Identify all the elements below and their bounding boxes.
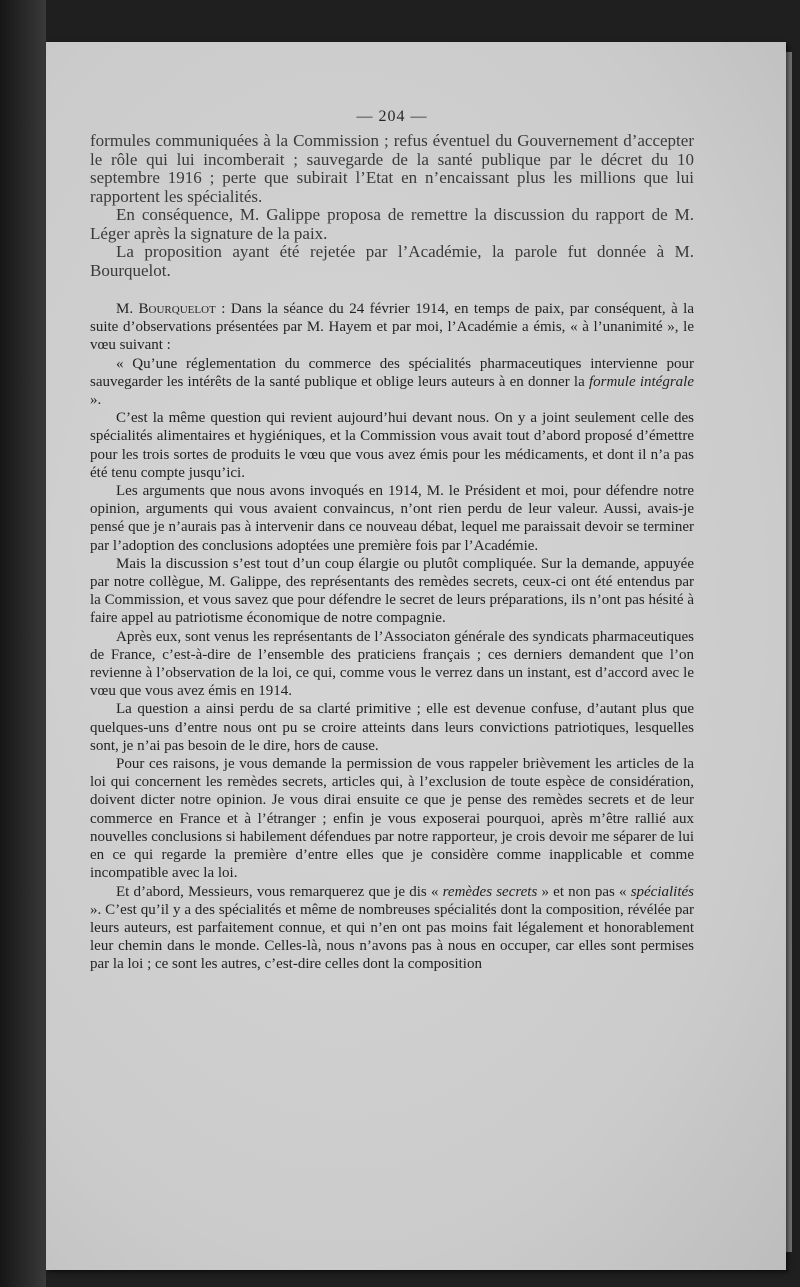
speech-quote-emphasis: formule intégrale <box>588 373 694 390</box>
speech-paragraph-1 <box>90 300 694 355</box>
speaker-name: M. Bourquelot <box>116 301 216 317</box>
intro-paragraph-2: En conséquence, M. Galippe proposa de remettre la discussion du rapport de M. Léger après la signature de la paix. <box>90 205 694 243</box>
speech-paragraph-9-emphasis-1: remèdes secrets <box>442 883 538 900</box>
speech-paragraph-7: La question a ainsi perdu de sa clarté primitive ; elle est devenue confuse, d’autant plus que quelques-uns d’entre nous ont pu se croire atteints dans leurs convictions patriotiques, lesquelles sont, je n’ai pas besoin de le dire, hors de cause. <box>90 701 694 754</box>
speech-paragraph-9-part-b: » et non pas « <box>537 883 631 900</box>
speech-paragraph-9-emphasis-2: spécialités <box>630 883 695 900</box>
page-text <box>90 108 694 974</box>
speech-paragraph-5: Mais la discussion s’est tout d’un coup élargie ou plutôt compliquée. Sur la demande, appuyée par notre collègue, M. Galippe, des représentants des remèdes secrets, ceux-ci ont été entendus par la Commission, et vous savez que pour défendre le secret de leurs préparations, ils n’ont pas hésité à faire appel au patriotisme économique de notre compagnie. <box>90 555 694 627</box>
intro-paragraph-3: La proposition ayant été rejetée par l’Académie, la parole fut donnée à M. Bourquelot. <box>90 242 694 280</box>
speech-paragraph-3: C’est la même question qui revient aujourd’hui devant nous. On y a joint seulement celle des spécialités alimentaires et hygiéniques, et la Commission vous avait tout d’abord proposé d’émettre pour les trois sortes de produits le vœu que vous avez émis pour les médicaments, et dont il n’a pas été tenu compte jusqu’ici. <box>90 410 694 481</box>
page-number: — 204 — <box>356 108 428 125</box>
book-spine <box>0 0 46 1287</box>
speech-paragraph-9-part-a: Et d’abord, Messieurs, vous remarquerez que je dis « <box>116 883 443 900</box>
speech-paragraph-9-part-c: ». C’est qu’il y a des spécialités et même de nombreuses spécialités dont la composition, révélée par leurs auteurs, est parfaitement connue, et qui n’en ont pas moins fait légalement et honorablement leur chemin dans le monde. Celles-là, nous n’avons pas à nous en occuper, car elles sont permises par la loi ; ce sont les autres, c’est-dire celles dont la composition <box>90 901 694 973</box>
speech-paragraph-8: Pour ces raisons, je vous demande la permission de vous rappeler brièvement les articles de la loi qui concernent les remèdes secrets, articles qui, à l’exclusion de toute espèce de considération, doivent dicter notre opinion. Je vous dirai ensuite ce que je pense des remèdes secrets et de leur commerce en France et à l’étranger ; enfin je vous exposerai pourquoi, après m’être rallié aux nouvelles conclusions si habilement défendues par notre rapporteur, je crois devoir me séparer de lui en ce qui regarde la première d’entre elles que je considère comme inapplicable et comme incompatible avec la loi. <box>90 756 694 882</box>
intro-paragraph-1: formules communiquées à la Commission ; refus éventuel du Gouvernement d’accepter le rôle qui lui incomberait ; sauvegarde de la santé publique par le décret du 10 septembre 1916 ; perte que subirait l’Etat en n’encaissant plus les millions que lui rapportent les spécialités. <box>90 131 694 206</box>
speech-paragraph-6: Après eux, sont venus les représentants de l’Associaton générale des syndicats pharmaceutiques de France, c’est-à-dire de l’ensemble des praticiens français ; ces derniers demandent que l’on revienne à l’observation de la loi, ce qui, comme vous le verrez dans un instant, est d’accord avec le vœu que vous avez émis en 1914. <box>90 628 694 700</box>
speech-quote-close: ». <box>90 392 102 409</box>
speech-quote <box>90 355 694 410</box>
speech-quote-text: « Qu’une réglementation du commerce des spécialités pharmaceutiques intervienne pour sauvegarder les intérêts de la santé publique et oblige leurs auteurs à en donner la <box>90 355 694 390</box>
speech-paragraph-1-text: : Dans la séance du 24 février 1914, en temps de paix, par conséquent, à la suite d’observations présentées par M. Hayem et par moi, l’Académie a émis, « à l’unanimité », le vœu suivant : <box>90 301 695 354</box>
speech-section <box>90 300 694 974</box>
speech-paragraph-9 <box>90 883 694 974</box>
speech-paragraph-4: Les arguments que nous avons invoqués en 1914, M. le Président et moi, pour défendre notre opinion, arguments qui vous avaient convaincus, n’ont rien perdu de leur valeur. Aussi, avais-je pensé que je n’aurais pas à intervenir dans ce nouveau débat, lequel me paraissait devoir se terminer par l’adoption des conclusions adoptées une première fois par l’Académie. <box>90 483 694 554</box>
intro-section <box>90 132 694 280</box>
